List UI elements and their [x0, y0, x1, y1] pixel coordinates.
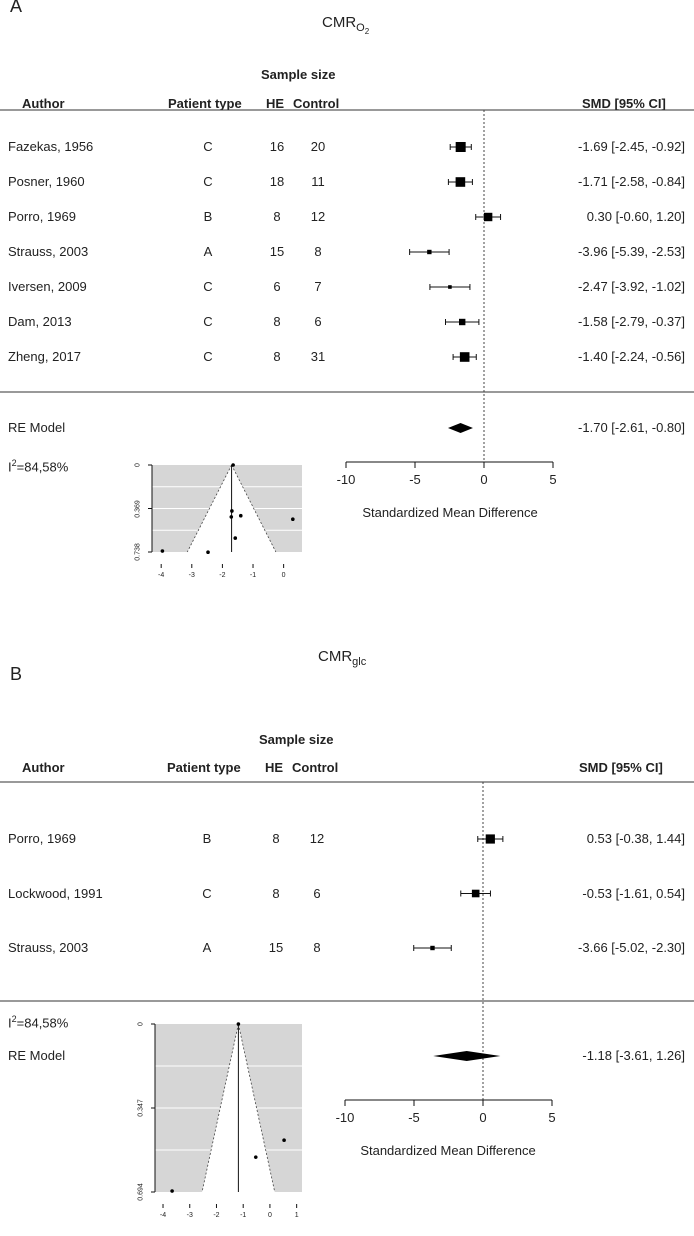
- study-smd-ci: -0.53 [-1.61, 0.54]: [582, 885, 685, 901]
- funnel-x-tick-label: 1: [294, 1212, 299, 1219]
- x-axis-label: Standardized Mean Difference: [362, 505, 538, 520]
- re-model-label: RE Model: [8, 420, 66, 435]
- study-author: Strauss, 2003: [8, 940, 89, 955]
- heterogeneity: $I^2=84,58\%$: [8, 458, 69, 475]
- funnel-x-tick-label: -4: [158, 572, 165, 579]
- study-control-n: 11: [311, 174, 325, 189]
- chart-title: $CMR_{O2}$: [322, 14, 370, 36]
- study-he-n: 16: [269, 139, 285, 154]
- x-tick-label: -10: [336, 472, 356, 487]
- study-control-n: 7: [314, 279, 322, 294]
- smd-header: SMD [95% CI]: [579, 760, 663, 775]
- patient-type-header: Patient type: [168, 96, 242, 111]
- study-he-n: 6: [273, 279, 281, 294]
- x-tick-label: -10: [335, 1110, 355, 1125]
- sample-size-header: Sample size: [259, 732, 334, 747]
- study-smd-ci: -3.96 [-5.39, -2.53]: [578, 244, 685, 259]
- funnel-x-tick-label: -4: [159, 1212, 167, 1219]
- study-control-n: 6: [314, 314, 322, 329]
- study-smd-ci: -1.69 [-2.45, -0.92]: [578, 139, 685, 154]
- patient-type-header: Patient type: [167, 760, 241, 775]
- study-he-n: 8: [273, 349, 281, 364]
- study-patient-type: B: [203, 209, 213, 224]
- panel-label: A: [10, 0, 23, 16]
- study-he-n: 8: [272, 885, 280, 901]
- study-patient-type: C: [203, 349, 213, 364]
- funnel-x-tick-label: 0: [267, 1212, 272, 1219]
- author-header: Author: [22, 96, 65, 111]
- study-patient-type: C: [203, 314, 213, 329]
- study-author: Fazekas, 1956: [8, 139, 94, 154]
- funnel-point: [282, 1138, 286, 1142]
- study-patient-type: C: [203, 174, 213, 189]
- x-tick-label: -5: [409, 472, 421, 487]
- study-control-n: 20: [310, 139, 326, 154]
- funnel-x-tick-label: -3: [186, 1212, 193, 1219]
- effect-square: [430, 946, 434, 950]
- study-author: Dam, 2013: [8, 314, 72, 329]
- he-header: HE: [265, 760, 284, 775]
- funnel-x-tick-label: -1: [249, 572, 257, 579]
- effect-square: [486, 834, 495, 843]
- study-author: Posner, 1960: [8, 174, 85, 189]
- re-model-estimate: -1.18 [-3.61, 1.26]: [582, 1048, 685, 1063]
- study-smd-ci: 0.53 [-0.38, 1.44]: [586, 831, 685, 846]
- study-patient-type: C: [202, 885, 212, 901]
- funnel-point: [170, 1189, 174, 1193]
- study-author: Zheng, 2017: [8, 349, 82, 364]
- effect-square: [472, 890, 480, 898]
- study-control-n: 8: [313, 940, 321, 955]
- study-he-n: 18: [269, 174, 285, 189]
- study-smd-ci: -3.66 [-5.02, -2.30]: [578, 940, 685, 955]
- funnel-point: [237, 1022, 241, 1026]
- funnel-x-tick-label: -3: [188, 572, 195, 579]
- control-header: Control: [293, 96, 340, 111]
- study-control-n: 31: [310, 349, 326, 364]
- funnel-y-tick-label: 0: [134, 463, 142, 467]
- study-author: Lockwood, 1991: [8, 885, 103, 901]
- x-tick-label: 0: [479, 1110, 487, 1125]
- study-smd-ci: -1.40 [-2.24, -0.56]: [578, 349, 685, 364]
- x-tick-label: 5: [549, 472, 557, 487]
- study-he-n: 15: [269, 244, 285, 259]
- study-control-n: 12: [310, 209, 326, 224]
- study-control-n: 8: [314, 244, 322, 259]
- chart-title: $CMR_{glc}$: [318, 648, 367, 668]
- study-he-n: 8: [273, 209, 281, 224]
- study-smd-ci: 0.30 [-0.60, 1.20]: [586, 209, 685, 224]
- study-he-n: 15: [268, 940, 284, 955]
- study-control-n: 12: [309, 831, 325, 846]
- panel-label: B: [10, 664, 23, 684]
- heterogeneity: $I^2=84,58\%$: [8, 1014, 69, 1031]
- study-patient-type: A: [202, 940, 212, 955]
- x-tick-label: -5: [408, 1110, 420, 1125]
- x-tick-label: 0: [480, 472, 488, 487]
- funnel-y-tick-label: 0: [137, 1022, 145, 1026]
- funnel-y-tick-label: 0.694: [137, 1183, 145, 1201]
- funnel-x-tick-label: -2: [219, 572, 226, 579]
- x-tick-label: 5: [548, 1110, 556, 1125]
- he-header: HE: [266, 96, 285, 111]
- study-author: Porro, 1969: [8, 209, 76, 224]
- sample-size-header: Sample size: [261, 67, 336, 82]
- study-author: Strauss, 2003: [8, 244, 89, 259]
- x-axis-label: Standardized Mean Difference: [360, 1143, 536, 1158]
- study-author: Porro, 1969: [8, 831, 76, 846]
- study-patient-type: B: [202, 831, 212, 846]
- study-patient-type: C: [203, 139, 213, 154]
- funnel-x-tick-label: -1: [240, 1212, 247, 1219]
- funnel-x-tick-label: -2: [213, 1212, 220, 1219]
- smd-header: SMD [95% CI]: [582, 96, 666, 111]
- study-he-n: 8: [273, 314, 281, 329]
- study-control-n: 6: [313, 885, 321, 901]
- re-model-label: RE Model: [8, 1048, 66, 1063]
- funnel-point: [254, 1155, 258, 1159]
- funnel-y-tick-label: 0.738: [134, 543, 142, 561]
- study-patient-type: A: [203, 244, 213, 259]
- re-model-estimate: -1.70 [-2.61, -0.80]: [578, 420, 685, 435]
- study-smd-ci: -2.47 [-3.92, -1.02]: [578, 279, 685, 294]
- funnel-x-tick-label: 0: [281, 572, 286, 579]
- author-header: Author: [22, 760, 65, 775]
- study-smd-ci: -1.71 [-2.58, -0.84]: [578, 174, 685, 189]
- funnel-y-tick-label: 0.347: [137, 1099, 145, 1117]
- control-header: Control: [292, 760, 339, 775]
- summary-diamond: [433, 1051, 500, 1061]
- study-author: Iversen, 2009: [8, 279, 87, 294]
- study-patient-type: C: [203, 279, 213, 294]
- study-he-n: 8: [272, 831, 280, 846]
- funnel-y-tick-label: 0.369: [134, 499, 142, 518]
- study-smd-ci: -1.58 [-2.79, -0.37]: [578, 314, 685, 329]
